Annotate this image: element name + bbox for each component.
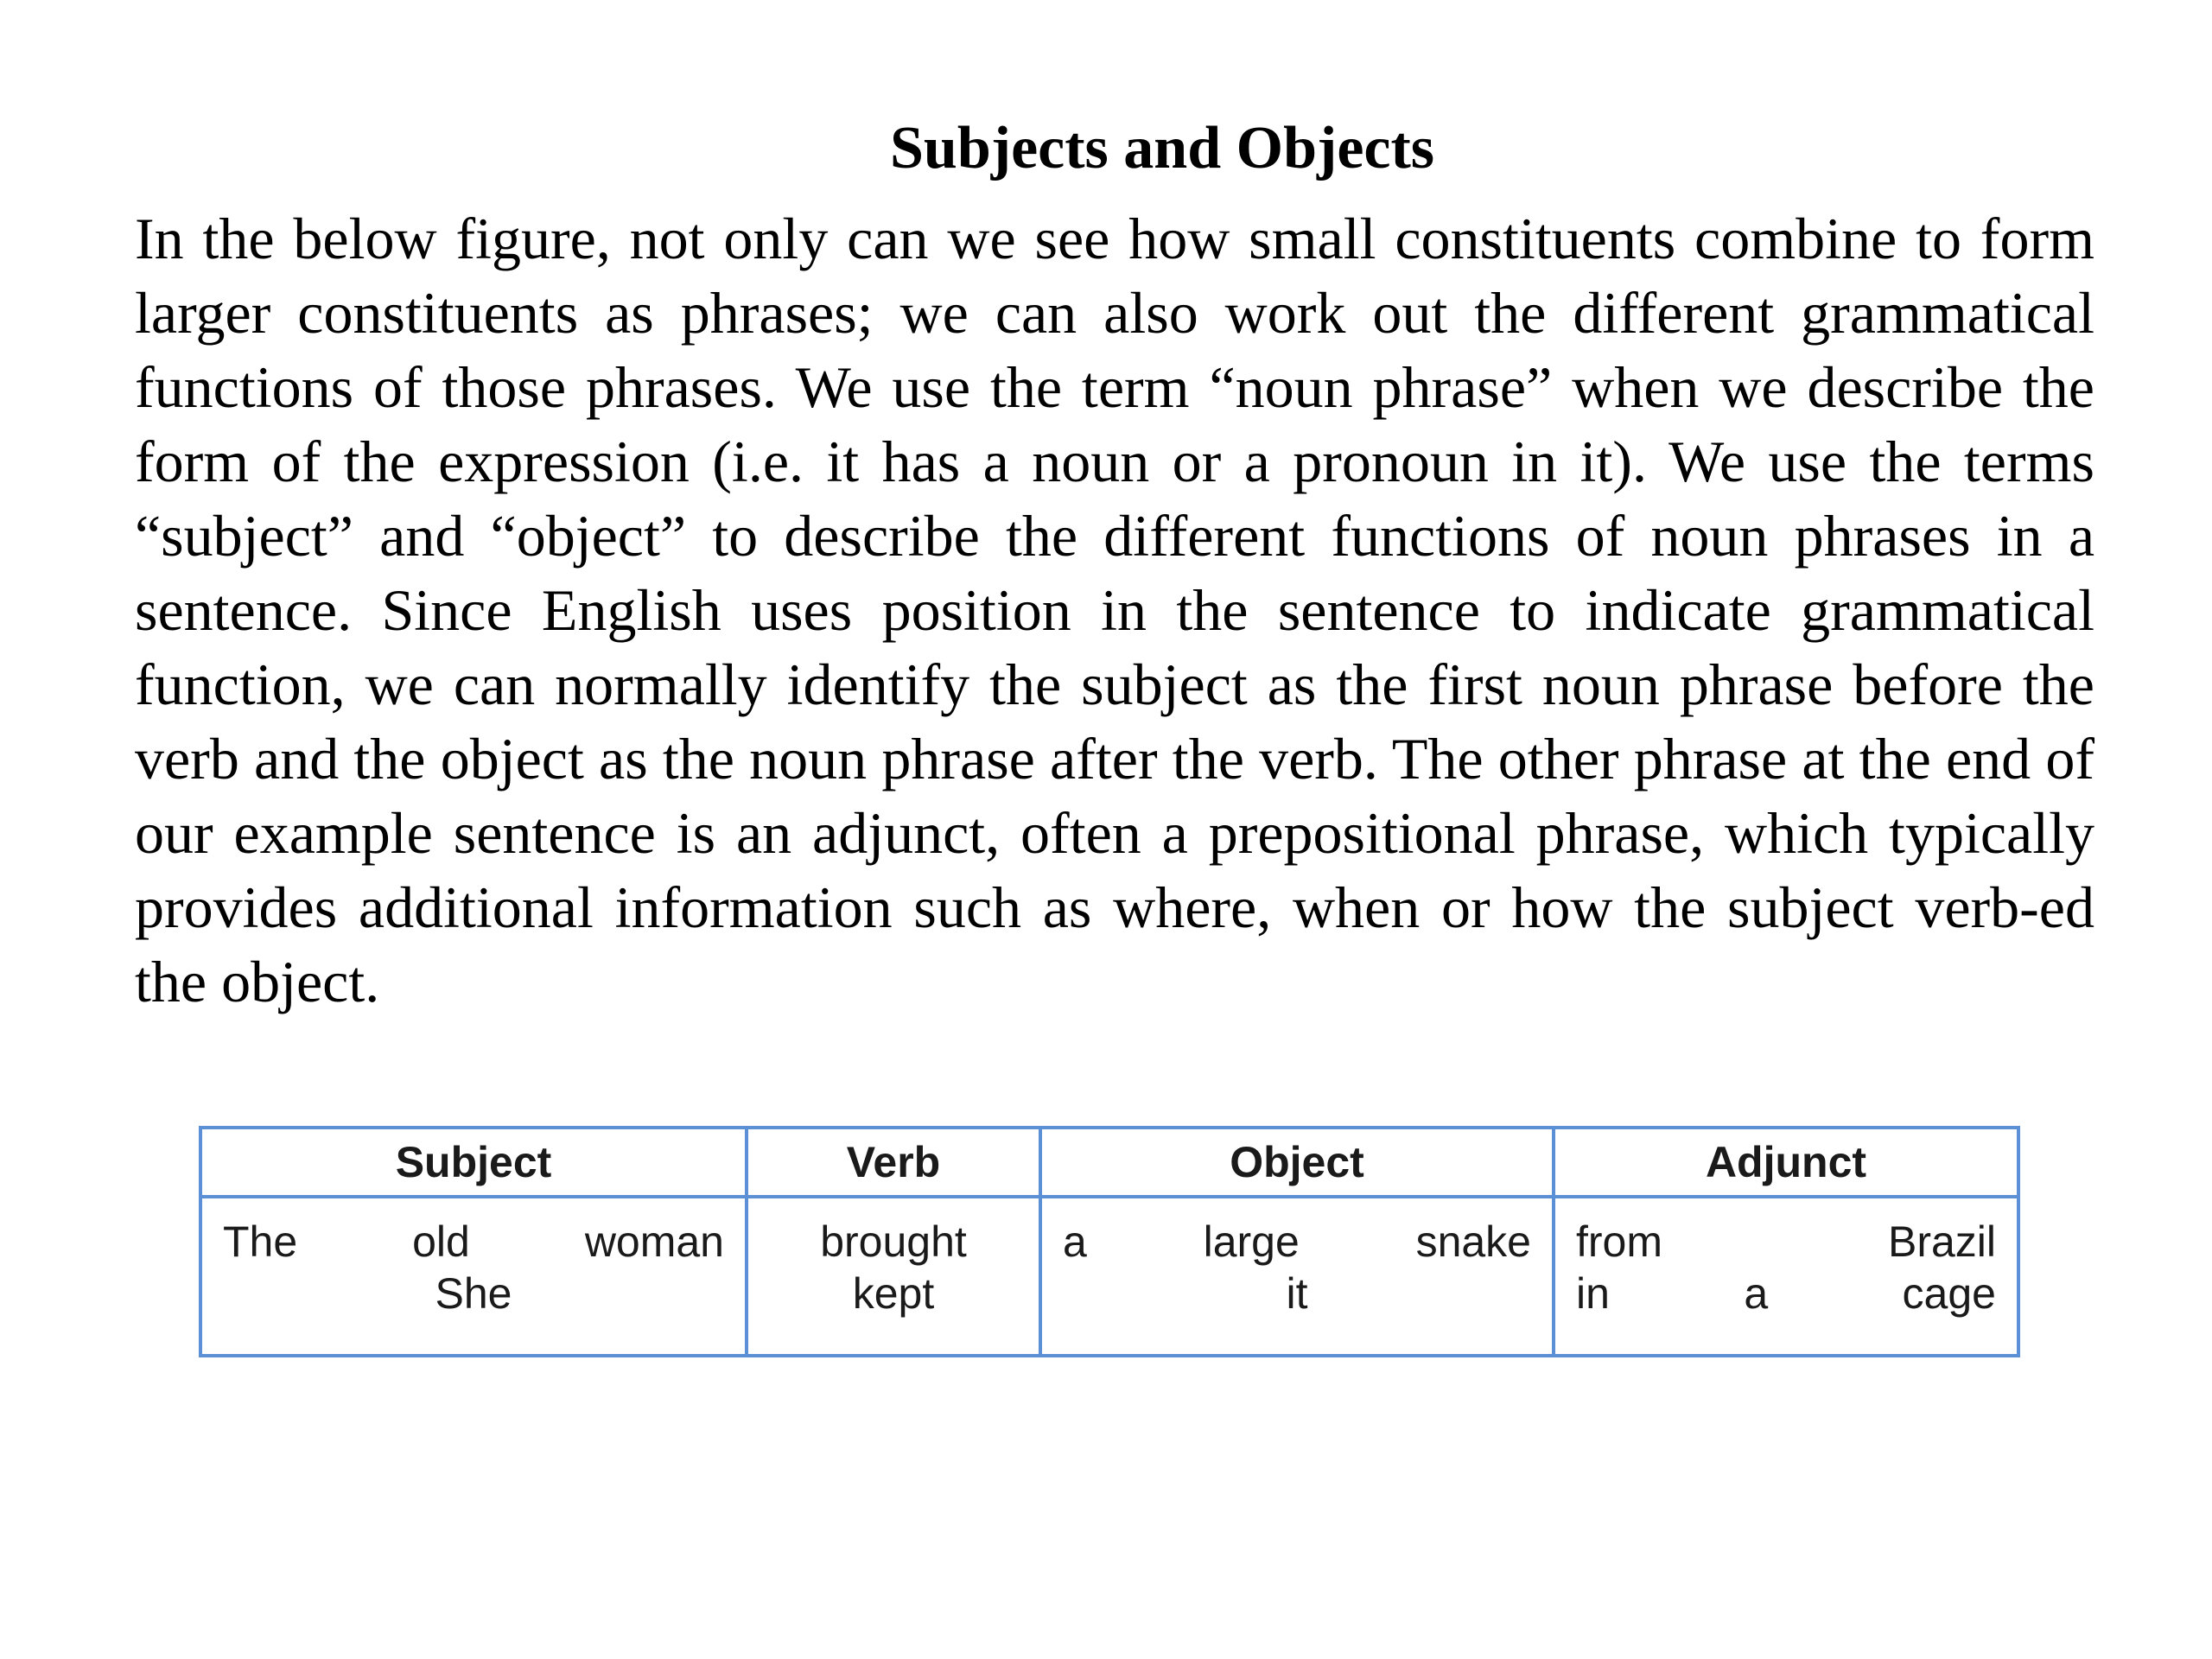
subject-line-2 xyxy=(202,1268,745,1319)
verb-word: kept xyxy=(852,1269,935,1318)
verb-column xyxy=(745,1129,1039,1354)
adjunct-cell xyxy=(1555,1198,2017,1319)
adjunct-word: in xyxy=(1576,1269,1610,1318)
object-word: large xyxy=(1203,1217,1300,1266)
verb-line-1 xyxy=(748,1216,1039,1268)
subject-column xyxy=(202,1129,745,1354)
object-header: Object xyxy=(1042,1129,1552,1198)
subject-cell xyxy=(202,1198,745,1319)
object-line-1 xyxy=(1042,1216,1552,1268)
page-title: Subjects and Objects xyxy=(889,115,1435,181)
object-word: it xyxy=(1286,1269,1308,1318)
adjunct-word: cage xyxy=(1902,1269,1996,1318)
adjunct-header: Adjunct xyxy=(1555,1129,2017,1198)
adjunct-word: from xyxy=(1576,1217,1662,1266)
subject-header: Subject xyxy=(202,1129,745,1198)
subject-word: She xyxy=(435,1269,512,1318)
object-cell xyxy=(1042,1198,1552,1319)
verb-header: Verb xyxy=(748,1129,1039,1198)
adjunct-column xyxy=(1552,1129,2017,1354)
sentence-function-table xyxy=(199,1126,2020,1357)
subject-word: woman xyxy=(584,1217,724,1266)
adjunct-word: a xyxy=(1744,1269,1769,1318)
object-word: a xyxy=(1063,1217,1087,1266)
adjunct-word: Brazil xyxy=(1887,1217,1996,1266)
object-line-2 xyxy=(1042,1268,1552,1319)
subject-word: old xyxy=(412,1217,470,1266)
verb-line-2 xyxy=(748,1268,1039,1319)
verb-word: brought xyxy=(820,1217,967,1266)
object-word: snake xyxy=(1415,1217,1531,1266)
verb-cell xyxy=(748,1198,1039,1319)
body-paragraph: In the below figure, not only can we see how small constituents combine to form larger constituents as phrases; we can also work out the different grammatical functions of those phrases. We use the term “noun phrase” when we describe the form of the expression (i.e. it has a noun or a pronoun in it). We use the terms “subject” and “object” to describe the different functions of noun phrases in a sentence. Since English uses position in the sentence to indicate grammatical function, we can normally identify the subject as the first noun phrase before the verb and the object as the noun phrase after the verb. The other phrase at the end of our example sentence is an adjunct, often a prepositional phrase, which typically provides additional information such as where, when or how the subject verb-ed the object. xyxy=(135,206,2094,1014)
subject-line-1 xyxy=(202,1216,745,1268)
adjunct-line-2 xyxy=(1555,1268,2017,1319)
object-column xyxy=(1039,1129,1552,1354)
adjunct-line-1 xyxy=(1555,1216,2017,1268)
subject-word: The xyxy=(223,1217,298,1266)
